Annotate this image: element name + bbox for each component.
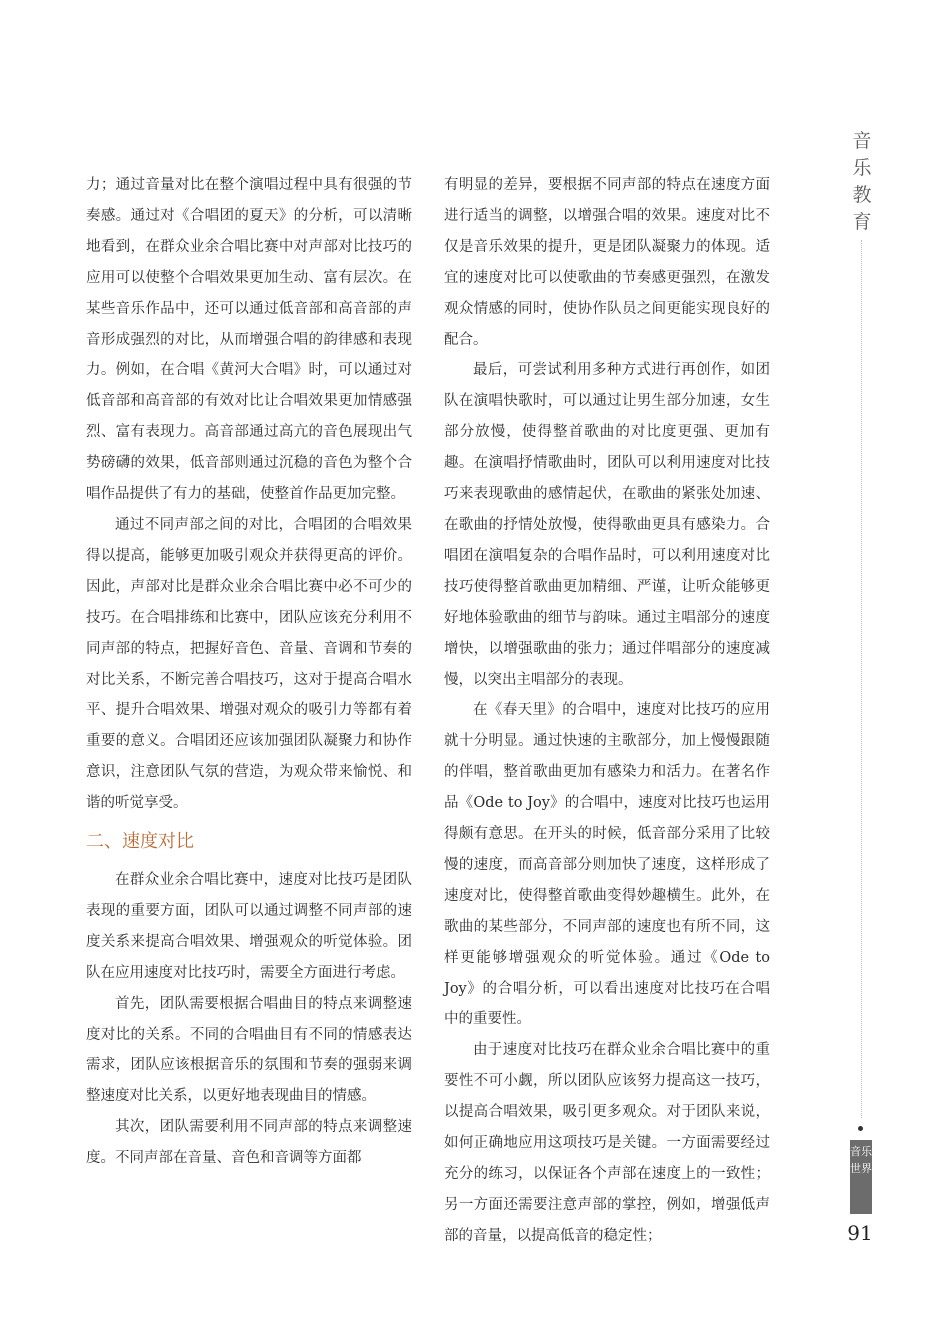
paragraph: 在群众业余合唱比赛中，速度对比技巧是团队表现的重要方面，团队可以通过调整不同声部的速度关系来提高合唱效果、增强观众的听觉体验。团队在应用速度对比技巧时，需要全方面进行考虑。 xyxy=(86,872,412,981)
paragraph: 通过不同声部之间的对比，合唱团的合唱效果得以提高，能够更加吸引观众并获得更高的评价。因此，声部对比是群众业余合唱比赛中必不可少的技巧。在合唱排练和比赛中，团队应该充分利用不同声部的特点，把握好音色、音量、音调和节奏的对比关系，不断完善合唱技巧，这对于提高合唱水平、提升合唱效果、增强对观众的吸引力等都有着重要的意义。合唱团还应该加强团队凝聚力和协作意识，注意团队气氛的营造，为观众带来愉悦、和谐的听觉享受。 xyxy=(86,516,412,812)
page-number: 91 xyxy=(847,1221,873,1245)
paragraph: 在《春天里》的合唱中，速度对比技巧的应用就十分明显。通过快速的主歌部分，加上慢慢跟随的伴唱，整首歌曲更加有感染力和活力。在著名作品《Ode to Joy》的合唱中，速度对比技巧也运用得颇有意思。在开头的时候，低音部分采用了比较慢的速度，而高音部分则加快了速度，这样形成了速度对比，使得整首歌曲变得妙趣横生。此外，在歌曲的某些部分，不同声部的速度也有所不同，这样更能够增强观众的听觉体验。通过《Ode to Joy》的合唱分析，可以看出速度对比技巧在合唱中的重要性。 xyxy=(444,702,770,1028)
paragraph: 首先，团队需要根据合唱曲目的特点来调整速度对比的关系。不同的合唱曲目有不同的情感表达需求，团队应该根据音乐的氛围和节奏的强弱来调整速度对比关系，以更好地表现曲目的情感。 xyxy=(86,995,412,1105)
right-column xyxy=(444,170,770,1252)
section-title: 音乐教育 xyxy=(852,130,872,233)
section-heading: 二、速度对比 xyxy=(86,831,194,853)
dotted-divider xyxy=(861,240,862,1118)
paragraph: 最后，可尝试利用多种方式进行再创作，如团队在演唱快歌时，可以通过让男生部分加速，女生部分放慢，使得整首歌曲的对比度更强、更加有趣。在演唱抒情歌曲时，团队可以利用速度对比技巧来表现歌曲的感情起伏，在歌曲的紧张处加速、在歌曲的抒情处放慢，使得歌曲更具有感染力。合唱团在演唱复杂的合唱作品时，可以利用速度对比技巧使得整首歌曲更加精细、严谨，让听众能够更好地体验歌曲的细节与韵味。通过主唱部分的速度增快，以增强歌曲的张力；通过伴唱部分的速度减慢，以突出主唱部分的表现。 xyxy=(444,362,770,688)
paragraph: 力；通过音量对比在整个演唱过程中具有很强的节奏感。通过对《合唱团的夏天》的分析，可以清晰地看到，在群众业余合唱比赛中对声部对比技巧的应用可以使整个合唱效果更加生动、富有层次。在某些音乐作品中，还可以通过低音部和高音部的声音形成强烈的对比，从而增强合唱的韵律感和表现力。例如，在合唱《黄河大合唱》时，可以通过对低音部和高音部的有效对比让合唱效果更加情感强烈、富有表现力。高音部通过高亢的音色展现出气势磅礴的效果，低音部则通过沉稳的音色为整个合唱作品提供了有力的基础，使整首作品更加完整。 xyxy=(86,177,412,503)
left-column xyxy=(86,170,412,1174)
magazine-tag: 音乐世界 xyxy=(850,1140,872,1214)
bullet-dot xyxy=(858,1126,863,1131)
paragraph: 由于速度对比技巧在群众业余合唱比赛中的重要性不可小觑，所以团队应该努力提高这一技巧，以提高合唱效果，吸引更多观众。对于团队来说，如何正确地应用这项技巧是关键。一方面需要经过充分的练习，以保证各个声部在速度上的一致性；另一方面还需要注意声部的掌控，例如，增强低声部的音量，以提高低音的稳定性； xyxy=(444,1042,770,1244)
paragraph: 其次，团队需要利用不同声部的特点来调整速度。不同声部在音量、音色和音调等方面都 xyxy=(86,1119,412,1167)
paragraph: 有明显的差异，要根据不同声部的特点在速度方面进行适当的调整，以增强合唱的效果。速度对比不仅是音乐效果的提升，更是团队凝聚力的体现。适宜的速度对比可以使歌曲的节奏感更强烈，在激发观众情感的同时，使协作队员之间更能实现良好的配合。 xyxy=(444,177,770,348)
